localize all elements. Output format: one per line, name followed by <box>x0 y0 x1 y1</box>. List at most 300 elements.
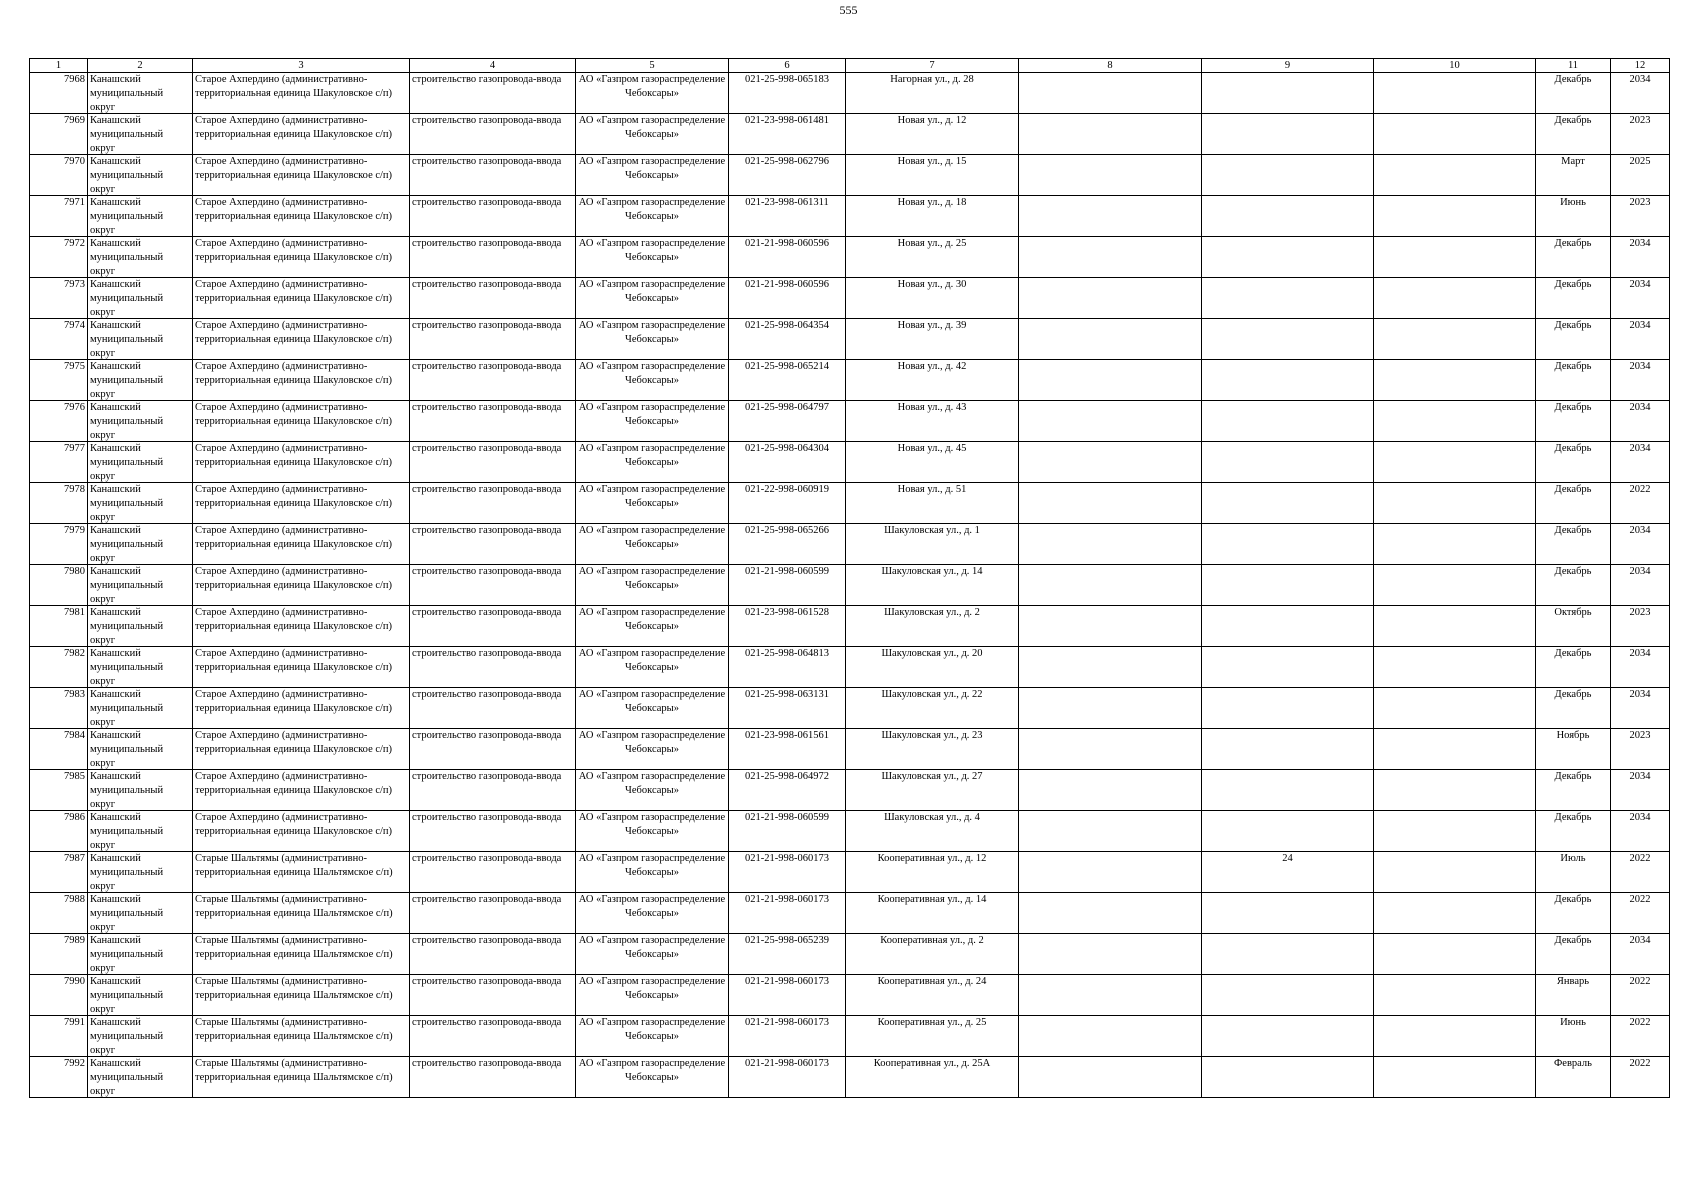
column-9-cell-text <box>1204 647 1371 687</box>
row-number-cell-text: 7988 <box>64 894 85 905</box>
column-10-cell <box>1374 155 1536 196</box>
month-cell <box>1536 852 1611 893</box>
object-code-cell <box>729 688 846 729</box>
district-cell <box>88 524 193 565</box>
column-8-cell <box>1019 73 1202 114</box>
work-type-cell <box>410 401 576 442</box>
district-cell-text: Канашский муниципальный округ <box>90 894 164 933</box>
work-type-cell-text: строительство газопровода-ввода <box>412 156 562 167</box>
year-cell-text: 2034 <box>1629 238 1651 249</box>
district-cell <box>88 360 193 401</box>
month-cell <box>1536 647 1611 688</box>
address-cell <box>846 688 1019 729</box>
organization-cell <box>576 770 729 811</box>
address-cell-text: Шакуловская ул., д. 4 <box>884 812 980 823</box>
organization-cell-text: АО «Газпром газораспределение Чебоксары» <box>578 976 726 1001</box>
column-9-cell-text <box>1204 360 1371 400</box>
district-cell-text: Канашский муниципальный округ <box>90 402 164 441</box>
district-cell <box>88 155 193 196</box>
column-8-cell-text <box>1021 73 1199 113</box>
column-8-cell-text <box>1021 975 1199 1015</box>
column-9-cell <box>1202 852 1374 893</box>
row-number-cell <box>30 811 88 852</box>
object-code-cell-text: 021-21-998-060173 <box>745 1058 829 1069</box>
object-code-cell <box>729 770 846 811</box>
column-8-cell-text <box>1021 647 1199 687</box>
district-cell <box>88 688 193 729</box>
column-9-cell-text <box>1204 442 1371 482</box>
object-code-cell <box>729 729 846 770</box>
table-row <box>30 155 1670 196</box>
row-number-cell-text: 7972 <box>64 238 85 249</box>
work-type-cell-text: строительство газопровода-ввода <box>412 853 562 864</box>
column-9-cell <box>1202 770 1374 811</box>
month-cell <box>1536 934 1611 975</box>
work-type-cell-text: строительство газопровода-ввода <box>412 115 562 126</box>
settlement-cell-text: Старые Шальтямы (административно-территориальная единица Шальтямское с/п) <box>195 1017 393 1042</box>
row-number-cell <box>30 483 88 524</box>
organization-cell-text: АО «Газпром газораспределение Чебоксары» <box>578 648 726 673</box>
settlement-cell-text: Старое Ахпердино (административно-территориальная единица Шакуловское с/п) <box>195 361 393 386</box>
column-10-cell-text <box>1376 852 1533 892</box>
month-cell-text: Июнь <box>1560 1017 1586 1028</box>
object-code-cell <box>729 483 846 524</box>
address-cell <box>846 934 1019 975</box>
row-number-cell <box>30 360 88 401</box>
column-8-cell <box>1019 770 1202 811</box>
year-cell <box>1611 483 1670 524</box>
column-9-cell <box>1202 237 1374 278</box>
district-cell <box>88 729 193 770</box>
month-cell-text: Март <box>1561 156 1585 167</box>
column-9-cell-text <box>1204 237 1371 277</box>
year-cell-text: 2025 <box>1629 156 1651 167</box>
column-header: 10 <box>1374 59 1536 73</box>
work-type-cell <box>410 237 576 278</box>
year-cell <box>1611 975 1670 1016</box>
work-type-cell-text: строительство газопровода-ввода <box>412 74 562 85</box>
district-cell-text: Канашский муниципальный округ <box>90 279 164 318</box>
address-cell-text: Кооперативная ул., д. 25 <box>877 1017 987 1028</box>
column-9-cell <box>1202 893 1374 934</box>
settlement-cell-text: Старое Ахпердино (административно-территориальная единица Шакуловское с/п) <box>195 197 393 222</box>
column-9-cell-text <box>1204 278 1371 318</box>
address-cell <box>846 770 1019 811</box>
year-cell-text: 2034 <box>1629 935 1651 946</box>
column-9-cell-text <box>1204 606 1371 646</box>
address-cell-text: Новая ул., д. 30 <box>897 279 967 290</box>
settlement-cell <box>193 565 410 606</box>
column-8-cell-text <box>1021 524 1199 564</box>
organization-cell-text: АО «Газпром газораспределение Чебоксары» <box>578 74 726 99</box>
address-cell-text: Шакуловская ул., д. 22 <box>881 689 983 700</box>
organization-cell <box>576 196 729 237</box>
table-row <box>30 893 1670 934</box>
month-cell <box>1536 114 1611 155</box>
settlement-cell-text: Старое Ахпердино (административно-территориальная единица Шакуловское с/п) <box>195 279 393 304</box>
column-9-cell <box>1202 401 1374 442</box>
district-cell <box>88 893 193 934</box>
object-code-cell-text: 021-25-998-063131 <box>745 689 829 700</box>
column-9-cell <box>1202 729 1374 770</box>
column-10-cell-text <box>1376 401 1533 441</box>
row-number-cell-text: 7987 <box>64 853 85 864</box>
month-cell <box>1536 360 1611 401</box>
district-cell-text: Канашский муниципальный округ <box>90 197 164 236</box>
settlement-cell <box>193 524 410 565</box>
column-9-cell-text <box>1204 483 1371 523</box>
year-cell <box>1611 1057 1670 1098</box>
work-type-cell <box>410 893 576 934</box>
settlement-cell <box>193 975 410 1016</box>
table-row <box>30 401 1670 442</box>
row-number-cell-text: 7991 <box>64 1017 85 1028</box>
column-10-cell <box>1374 114 1536 155</box>
year-cell-text: 2034 <box>1629 402 1651 413</box>
column-8-cell-text <box>1021 155 1199 195</box>
column-8-cell-text <box>1021 401 1199 441</box>
column-10-cell-text <box>1376 1016 1533 1056</box>
row-number-cell-text: 7969 <box>64 115 85 126</box>
column-8-cell-text <box>1021 237 1199 277</box>
column-8-cell <box>1019 483 1202 524</box>
object-code-cell-text: 021-25-998-065214 <box>745 361 829 372</box>
month-cell <box>1536 401 1611 442</box>
district-cell <box>88 606 193 647</box>
address-cell <box>846 811 1019 852</box>
district-cell-text: Канашский муниципальный округ <box>90 525 164 564</box>
month-cell-text: Декабрь <box>1554 935 1592 946</box>
column-9-cell-text <box>1204 975 1371 1015</box>
organization-cell <box>576 1016 729 1057</box>
column-10-cell <box>1374 1057 1536 1098</box>
address-cell-text: Новая ул., д. 39 <box>897 320 967 331</box>
column-9-cell <box>1202 114 1374 155</box>
organization-cell <box>576 73 729 114</box>
column-10-cell-text <box>1376 606 1533 646</box>
column-9-cell <box>1202 934 1374 975</box>
settlement-cell-text: Старое Ахпердино (административно-территориальная единица Шакуловское с/п) <box>195 566 393 591</box>
work-type-cell-text: строительство газопровода-ввода <box>412 566 562 577</box>
table-row <box>30 360 1670 401</box>
organization-cell-text: АО «Газпром газораспределение Чебоксары» <box>578 361 726 386</box>
year-cell-text: 2022 <box>1629 894 1651 905</box>
district-cell-text: Канашский муниципальный округ <box>90 771 164 810</box>
column-9-cell <box>1202 196 1374 237</box>
district-cell <box>88 934 193 975</box>
year-cell-text: 2034 <box>1629 689 1651 700</box>
year-cell-text: 2034 <box>1629 566 1651 577</box>
column-8-cell-text <box>1021 483 1199 523</box>
row-number-cell-text: 7980 <box>64 566 85 577</box>
column-10-cell-text <box>1376 647 1533 687</box>
column-9-cell <box>1202 565 1374 606</box>
column-10-cell <box>1374 73 1536 114</box>
year-cell-text: 2023 <box>1629 115 1651 126</box>
address-cell-text: Шакуловская ул., д. 20 <box>881 648 983 659</box>
address-cell <box>846 1057 1019 1098</box>
column-8-cell-text <box>1021 852 1199 892</box>
column-10-cell <box>1374 237 1536 278</box>
district-cell-text: Канашский муниципальный округ <box>90 812 164 851</box>
column-10-cell <box>1374 934 1536 975</box>
column-9-cell-text <box>1204 934 1371 974</box>
district-cell <box>88 401 193 442</box>
organization-cell <box>576 606 729 647</box>
address-cell <box>846 401 1019 442</box>
object-code-cell-text: 021-22-998-060919 <box>745 484 829 495</box>
district-cell-text: Канашский муниципальный округ <box>90 976 164 1015</box>
month-cell <box>1536 729 1611 770</box>
address-cell-text: Новая ул., д. 25 <box>897 238 967 249</box>
column-10-cell <box>1374 319 1536 360</box>
column-8-cell <box>1019 196 1202 237</box>
column-10-cell-text <box>1376 360 1533 400</box>
month-cell-text: Июль <box>1560 853 1586 864</box>
settlement-cell <box>193 155 410 196</box>
settlement-cell-text: Старое Ахпердино (административно-территориальная единица Шакуловское с/п) <box>195 730 393 755</box>
object-code-cell <box>729 811 846 852</box>
column-8-cell-text <box>1021 893 1199 933</box>
column-9-cell-text <box>1204 729 1371 769</box>
district-cell <box>88 565 193 606</box>
row-number-cell <box>30 688 88 729</box>
column-8-cell-text <box>1021 442 1199 482</box>
work-type-cell <box>410 524 576 565</box>
organization-cell <box>576 360 729 401</box>
object-code-cell <box>729 114 846 155</box>
column-8-cell-text <box>1021 934 1199 974</box>
row-number-cell <box>30 852 88 893</box>
column-8-cell-text <box>1021 114 1199 154</box>
object-code-cell <box>729 524 846 565</box>
row-number-cell-text: 7985 <box>64 771 85 782</box>
organization-cell <box>576 811 729 852</box>
year-cell <box>1611 934 1670 975</box>
year-cell <box>1611 114 1670 155</box>
column-8-cell <box>1019 893 1202 934</box>
district-cell <box>88 975 193 1016</box>
table-row <box>30 934 1670 975</box>
work-type-cell-text: строительство газопровода-ввода <box>412 976 562 987</box>
organization-cell-text: АО «Газпром газораспределение Чебоксары» <box>578 484 726 509</box>
column-10-cell-text <box>1376 893 1533 933</box>
row-number-cell <box>30 114 88 155</box>
settlement-cell <box>193 606 410 647</box>
settlement-cell-text: Старое Ахпердино (административно-территориальная единица Шакуловское с/п) <box>195 156 393 181</box>
column-9-cell-text <box>1204 524 1371 564</box>
year-cell <box>1611 688 1670 729</box>
year-cell <box>1611 278 1670 319</box>
object-code-cell-text: 021-21-998-060596 <box>745 279 829 290</box>
table-row <box>30 442 1670 483</box>
row-number-cell-text: 7982 <box>64 648 85 659</box>
object-code-cell-text: 021-25-998-064797 <box>745 402 829 413</box>
work-type-cell <box>410 770 576 811</box>
column-10-cell-text <box>1376 1057 1533 1097</box>
column-header: 11 <box>1536 59 1611 73</box>
object-code-cell <box>729 155 846 196</box>
column-9-cell-text <box>1204 73 1371 113</box>
year-cell <box>1611 73 1670 114</box>
year-cell <box>1611 196 1670 237</box>
address-cell <box>846 319 1019 360</box>
work-type-cell <box>410 975 576 1016</box>
year-cell <box>1611 893 1670 934</box>
row-number-cell-text: 7989 <box>64 935 85 946</box>
month-cell <box>1536 196 1611 237</box>
district-cell-text: Канашский муниципальный округ <box>90 730 164 769</box>
column-10-cell <box>1374 729 1536 770</box>
row-number-cell <box>30 237 88 278</box>
year-cell <box>1611 606 1670 647</box>
column-10-cell <box>1374 647 1536 688</box>
month-cell-text: Декабрь <box>1554 238 1592 249</box>
column-8-cell-text <box>1021 606 1199 646</box>
column-9-cell-text <box>1204 893 1371 933</box>
month-cell <box>1536 483 1611 524</box>
row-number-cell-text: 7983 <box>64 689 85 700</box>
month-cell <box>1536 524 1611 565</box>
work-type-cell <box>410 729 576 770</box>
column-10-cell <box>1374 278 1536 319</box>
column-9-cell <box>1202 647 1374 688</box>
address-cell <box>846 237 1019 278</box>
row-number-cell <box>30 196 88 237</box>
month-cell-text: Декабрь <box>1554 648 1592 659</box>
object-code-cell-text: 021-25-998-065266 <box>745 525 829 536</box>
object-code-cell <box>729 893 846 934</box>
table-row <box>30 565 1670 606</box>
work-type-cell <box>410 852 576 893</box>
year-cell-text: 2034 <box>1629 812 1651 823</box>
settlement-cell <box>193 1016 410 1057</box>
column-8-cell <box>1019 729 1202 770</box>
row-number-cell-text: 7990 <box>64 976 85 987</box>
address-cell <box>846 114 1019 155</box>
month-cell-text: Декабрь <box>1554 279 1592 290</box>
column-10-cell <box>1374 688 1536 729</box>
column-10-cell <box>1374 524 1536 565</box>
work-type-cell <box>410 442 576 483</box>
organization-cell-text: АО «Газпром газораспределение Чебоксары» <box>578 689 726 714</box>
address-cell-text: Шакуловская ул., д. 1 <box>884 525 980 536</box>
column-10-cell <box>1374 483 1536 524</box>
month-cell-text: Январь <box>1556 976 1590 987</box>
month-cell <box>1536 893 1611 934</box>
settlement-cell <box>193 237 410 278</box>
column-8-cell-text <box>1021 360 1199 400</box>
settlement-cell-text: Старое Ахпердино (административно-территориальная единица Шакуловское с/п) <box>195 648 393 673</box>
column-10-cell-text <box>1376 483 1533 523</box>
district-cell-text: Канашский муниципальный округ <box>90 648 164 687</box>
year-cell <box>1611 442 1670 483</box>
table-row <box>30 811 1670 852</box>
settlement-cell-text: Старое Ахпердино (административно-территориальная единица Шакуловское с/п) <box>195 402 393 427</box>
object-code-cell <box>729 278 846 319</box>
column-9-cell-text <box>1204 196 1371 236</box>
address-cell-text: Новая ул., д. 42 <box>897 361 967 372</box>
column-8-cell <box>1019 688 1202 729</box>
header-row <box>30 59 1670 73</box>
month-cell-text: Октябрь <box>1554 607 1592 618</box>
work-type-cell <box>410 1016 576 1057</box>
settlement-cell <box>193 852 410 893</box>
work-type-cell <box>410 647 576 688</box>
row-number-cell <box>30 278 88 319</box>
month-cell-text: Июнь <box>1560 197 1586 208</box>
organization-cell-text: АО «Газпром газораспределение Чебоксары» <box>578 115 726 140</box>
month-cell <box>1536 237 1611 278</box>
column-8-cell <box>1019 811 1202 852</box>
row-number-cell-text: 7979 <box>64 525 85 536</box>
work-type-cell-text: строительство газопровода-ввода <box>412 525 562 536</box>
month-cell <box>1536 688 1611 729</box>
column-10-cell <box>1374 975 1536 1016</box>
settlement-cell-text: Старое Ахпердино (административно-территориальная единица Шакуловское с/п) <box>195 320 393 345</box>
year-cell-text: 2034 <box>1629 648 1651 659</box>
organization-cell-text: АО «Газпром газораспределение Чебоксары» <box>578 894 726 919</box>
column-8-cell <box>1019 1057 1202 1098</box>
address-cell-text: Новая ул., д. 12 <box>897 115 967 126</box>
settlement-cell <box>193 688 410 729</box>
organization-cell <box>576 278 729 319</box>
work-type-cell-text: строительство газопровода-ввода <box>412 320 562 331</box>
column-8-cell <box>1019 114 1202 155</box>
table-row <box>30 647 1670 688</box>
column-9-cell <box>1202 442 1374 483</box>
district-cell-text: Канашский муниципальный округ <box>90 156 164 195</box>
column-9-cell <box>1202 1057 1374 1098</box>
column-10-cell <box>1374 770 1536 811</box>
row-number-cell-text: 7981 <box>64 607 85 618</box>
district-cell-text: Канашский муниципальный округ <box>90 320 164 359</box>
work-type-cell-text: строительство газопровода-ввода <box>412 1017 562 1028</box>
row-number-cell <box>30 647 88 688</box>
month-cell <box>1536 73 1611 114</box>
object-code-cell-text: 021-25-998-064972 <box>745 771 829 782</box>
organization-cell-text: АО «Газпром газораспределение Чебоксары» <box>578 566 726 591</box>
object-code-cell <box>729 565 846 606</box>
column-10-cell-text <box>1376 770 1533 810</box>
month-cell <box>1536 1057 1611 1098</box>
year-cell <box>1611 401 1670 442</box>
settlement-cell-text: Старое Ахпердино (административно-территориальная единица Шакуловское с/п) <box>195 74 393 99</box>
year-cell <box>1611 565 1670 606</box>
settlement-cell-text: Старые Шальтямы (административно-территориальная единица Шальтямское с/п) <box>195 894 393 919</box>
year-cell-text: 2034 <box>1629 443 1651 454</box>
object-code-cell <box>729 196 846 237</box>
organization-cell <box>576 565 729 606</box>
month-cell <box>1536 1016 1611 1057</box>
column-10-cell-text <box>1376 442 1533 482</box>
organization-cell-text: АО «Газпром газораспределение Чебоксары» <box>578 525 726 550</box>
column-8-cell <box>1019 401 1202 442</box>
settlement-cell-text: Старые Шальтямы (административно-территориальная единица Шальтямское с/п) <box>195 935 393 960</box>
address-cell-text: Новая ул., д. 18 <box>897 197 967 208</box>
row-number-cell <box>30 975 88 1016</box>
settlement-cell <box>193 401 410 442</box>
row-number-cell-text: 7971 <box>64 197 85 208</box>
table-row <box>30 73 1670 114</box>
object-code-cell <box>729 647 846 688</box>
month-cell-text: Декабрь <box>1554 320 1592 331</box>
table-row <box>30 606 1670 647</box>
row-number-cell <box>30 1016 88 1057</box>
year-cell-text: 2034 <box>1629 525 1651 536</box>
month-cell <box>1536 155 1611 196</box>
page-number: 555 <box>839 3 858 17</box>
